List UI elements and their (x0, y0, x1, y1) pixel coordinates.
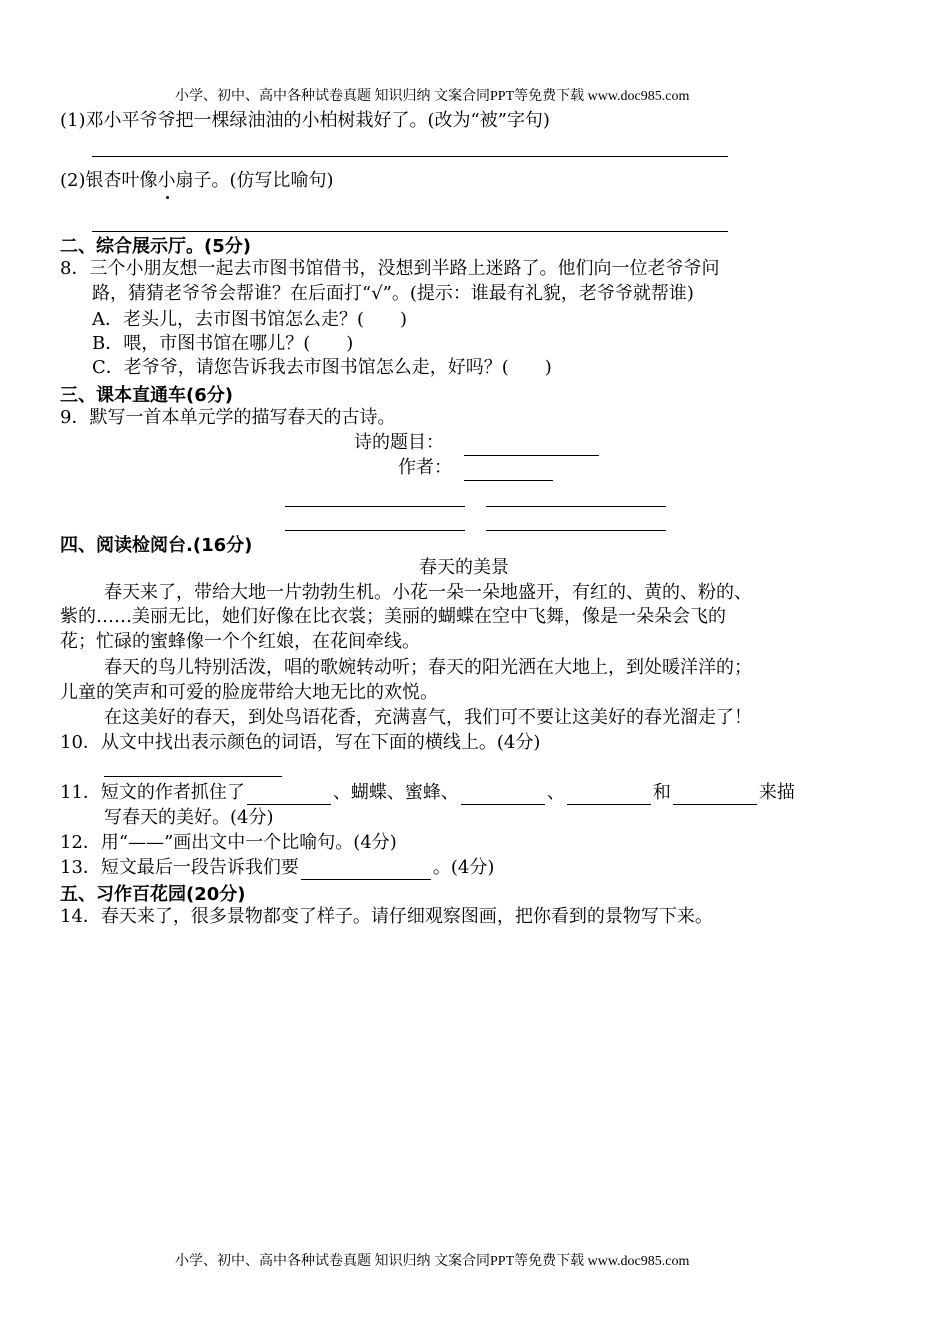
q8-option-a: A．老头儿，去市图书馆怎么走？( ) (92, 309, 408, 330)
author-blank (464, 480, 553, 481)
poem-line-blank (486, 530, 666, 531)
q11-text (60, 781, 795, 805)
q13-part-a: 13．短文最后一段告诉我们要 (60, 857, 299, 878)
q14-text: 14．春天来了，很多景物都变了样子。请仔细观察图画，把你看到的景物写下来。 (60, 906, 713, 927)
section5-title: 五、习作百花园(20分) (60, 884, 246, 905)
passage-p1-line3: 花；忙碌的蜜蜂像一个个红娘，在花间牵线。 (60, 631, 420, 652)
q8-line1: 8．三个小朋友想一起去市图书馆借书，没想到半路上迷路了。他们向一位老爷爷问 (60, 258, 720, 279)
q11-part-a: 短文的作者抓住了 (100, 782, 245, 803)
passage-p2-line1: 春天的鸟儿特别活泼，唱的歌婉转动听；春天的阳光洒在大地上，到处暖洋洋的； (104, 657, 752, 678)
answer-line (92, 156, 728, 157)
q11-number: 11． (60, 782, 101, 803)
q11-part-c: 、 (546, 782, 565, 803)
passage-p1-line1: 春天来了，带给大地一片勃勃生机。小花一朵一朵地盛开，有红的、黄的、粉的、 (104, 582, 752, 603)
passage-p1-line2: 紫的……美丽无比，她们好像在比衣裳；美丽的蝴蝶在空中飞舞，像是一朵朵会飞的 (60, 606, 726, 627)
q10-answer-line (104, 776, 282, 777)
poem-title-blank (464, 455, 599, 456)
page-footer: 小学、初中、高中各种试卷真题 知识归纳 文案合同PPT等免费下载 www.doc985.com (175, 1254, 690, 1269)
poem-line-blank (285, 530, 465, 531)
q11-blank-2 (461, 786, 545, 805)
q12-text: 12．用“——”画出文中一个比喻句。(4分) (60, 832, 397, 853)
q7-item2: (2)银杏叶像小扇子。(仿写比喻句) (60, 170, 334, 191)
passage-p2-line2: 儿童的笑声和可爱的脸庞带给大地无比的欢悦。 (60, 682, 438, 703)
q11-part-d: 和 (652, 782, 671, 803)
q11-blank-3 (567, 786, 651, 805)
q10-text: 10．从文中找出表示颜色的词语，写在下面的横线上。(4分) (60, 732, 541, 753)
q11-line2: 写春天的美好。(4分) (104, 807, 274, 828)
section3-title: 三、课本直通车(6分) (60, 385, 233, 406)
poem-line-blank (486, 506, 666, 507)
section2-title: 二、综合展示厅。(5分) (60, 236, 251, 257)
page-header: 小学、初中、高中各种试卷真题 知识归纳 文案合同PPT等免费下载 www.doc985.com (175, 89, 690, 104)
section4-title: 四、阅读检阅台.(16分) (60, 535, 253, 556)
q11-blank-1 (247, 786, 331, 805)
passage-p3-line1: 在这美好的春天，到处鸟语花香，充满喜气，我们可不要让这美好的春光溜走了！ (104, 707, 752, 728)
q13-part-b: 。(4分) (432, 857, 495, 878)
q11-part-e: 来描 (758, 782, 795, 803)
q8-option-b: B．喂，市图书馆在哪儿？( ) (92, 333, 354, 354)
poem-title-label: 诗的题目： (354, 432, 444, 453)
q9-text: 9．默写一首本单元学的描写春天的古诗。 (60, 407, 396, 428)
q13-text (60, 856, 494, 880)
q8-line2: 路，猜猜老爷爷会帮谁？在后面打“√”。(提示：谁最有礼貌，老爷爷就帮谁) (92, 283, 694, 304)
emphasis-dot (166, 196, 169, 199)
q8-option-c: C．老爷爷，请您告诉我去市图书馆怎么走，好吗？( ) (92, 357, 552, 378)
q7-item1: (1)邓小平爷爷把一棵绿油油的小柏树栽好了。(改为“被”字句) (60, 110, 550, 131)
author-label: 作者： (398, 457, 452, 478)
poem-line-blank (285, 506, 465, 507)
q11-part-b: 、蝴蝶、蜜蜂、 (332, 782, 459, 803)
q13-blank (301, 861, 431, 880)
passage-title: 春天的美景 (419, 557, 509, 578)
q11-blank-4 (673, 786, 757, 805)
